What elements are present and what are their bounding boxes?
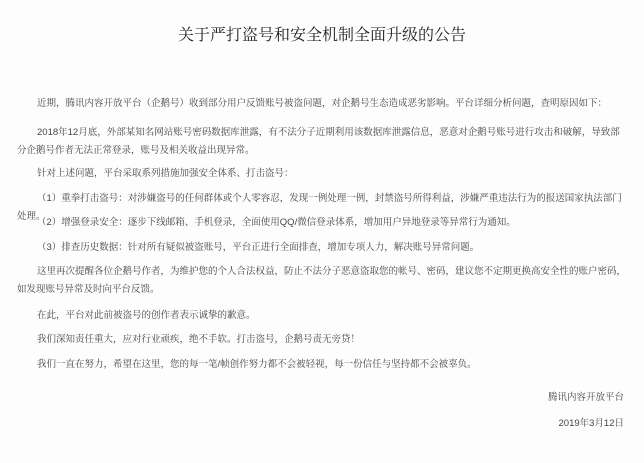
paragraph-measures: 针对上述问题，平台采取系列措施加强安全体系、打击盗号： (37, 168, 294, 179)
paragraph-responsibility: 我们深知责任重大，应对行业顽疾，绝不手软。打击盗号，企鹅号责无旁贷！ (37, 334, 361, 345)
paragraph-measure-2: （2）增强登录安全：逐步下线邮箱、手机登录，全面使用QQ/微信登录体系，增加用户异地登录等异常行为通知。 (37, 217, 516, 228)
paragraph-apology: 在此，平台对此前被盗号的创作者表示诚挚的歉意。 (37, 310, 256, 321)
paragraph-intro: 近期，腾讯内容开放平台（企鹅号）收到部分用户反馈账号被盗问题，对企鹅号生态造成恶劣影响。平台详细分析问题，查明原因如下： (37, 98, 608, 109)
paragraph-cause: 2018年12月底，外部某知名网站账号密码数据库泄露，有不法分子近期利用该数据库泄露信息，恶意对企鹅号账号进行攻击和破解，导致部分企鹅号作者无法正常登录，账号及相关收益出现异常。 (17, 127, 620, 156)
paragraph-measure-3: （3）排查历史数据：针对所有疑似被盗账号，平台正进行全面排查，增加专项人力，解决账号异常问题。 (37, 242, 480, 253)
paragraph-measure-1: （1）重拳打击盗号：对涉嫌盗号的任何群体或个人零容忍，发现一例处理一例，封禁盗号所得利益，涉嫌严重违法行为的报送国家执法部门处理。 (17, 193, 622, 222)
paragraph-commitment: 我们一直在努力，希望在这里，您的每一笔/帧创作努力都不会被轻视，每一份信任与坚持都不会被辜负。 (37, 359, 477, 370)
paragraph-reminder: 这里再次提醒各位企鹅号作者，为维护您的个人合法权益，防止不法分子恶意盗取您的帐号、密码，建议您不定期更换高安全性的账户密码，如发现账号异常及时向平台反馈。 (17, 266, 627, 295)
page-title: 关于严打盗号和安全机制全面升级的公告 (177, 27, 466, 44)
signature: 腾讯内容开放平台 (547, 392, 624, 403)
date: 2019年3月12日 (558, 418, 624, 429)
